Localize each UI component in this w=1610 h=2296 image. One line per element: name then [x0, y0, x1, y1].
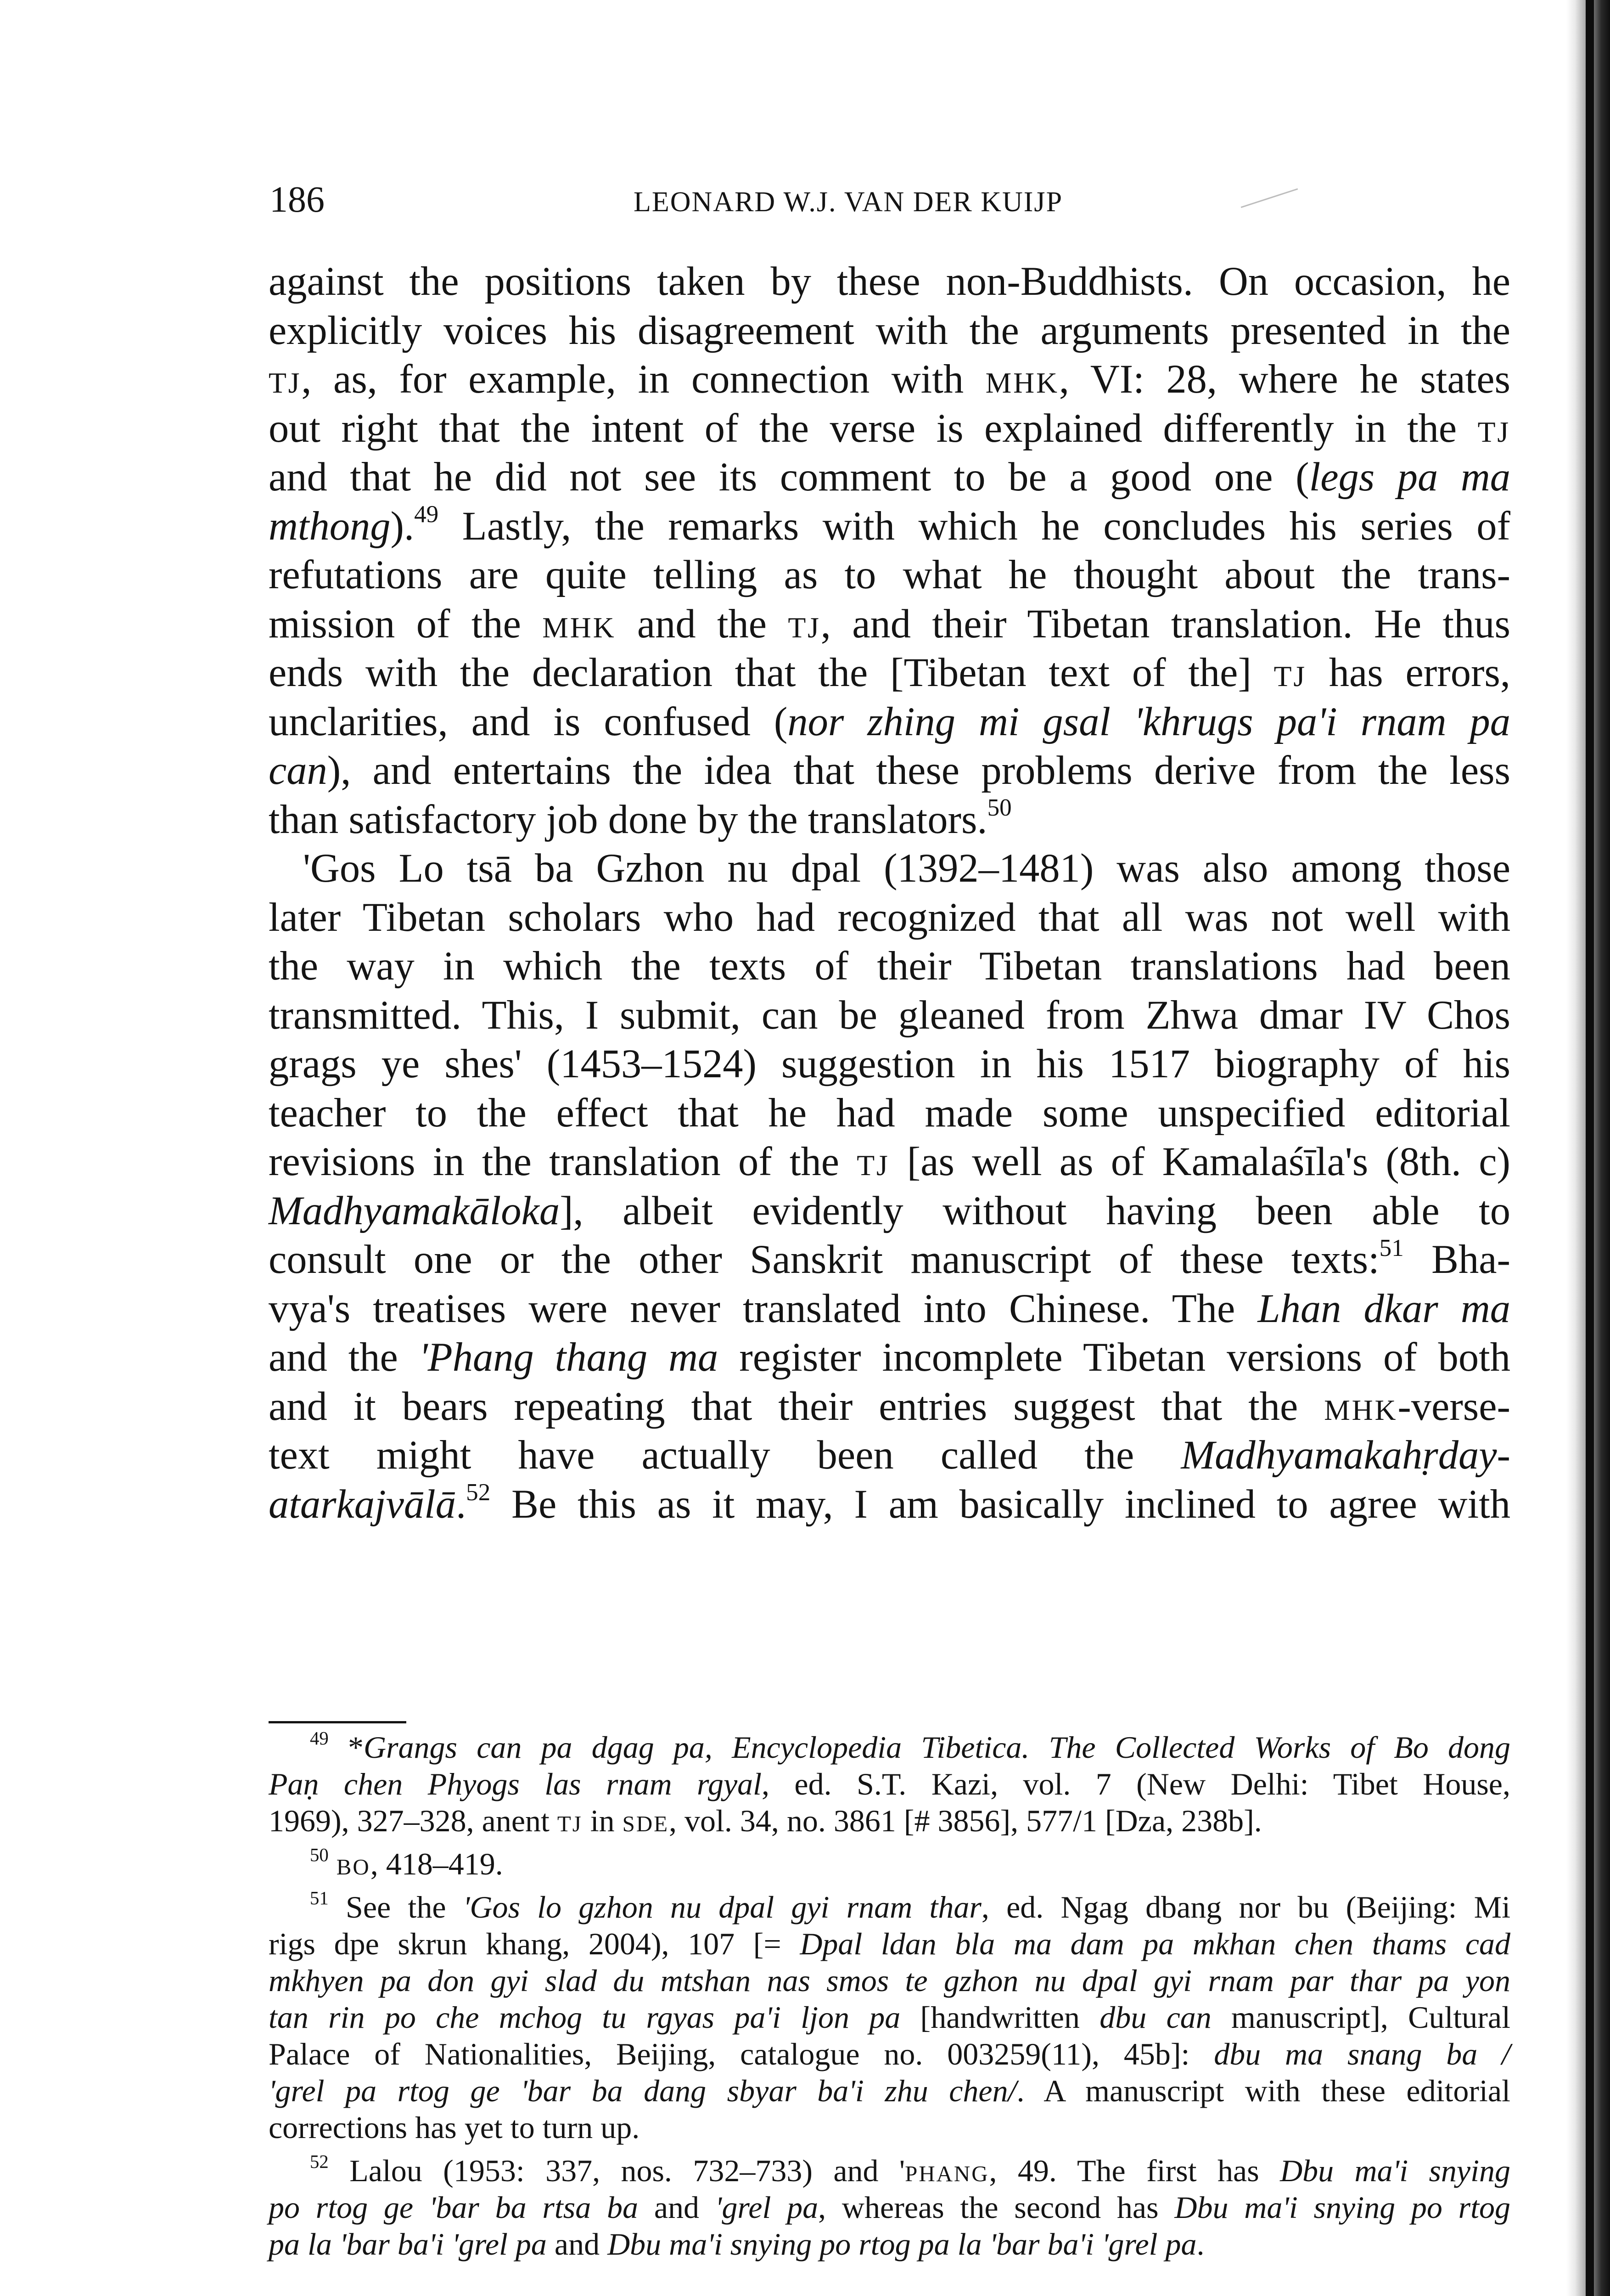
text-line: corrections has yet to turn up.	[269, 2110, 640, 2145]
text-line: mkhyen pa don gyi slad du mtshan nas smos te gzhon nu dpal gyi rnam par thar pa yon	[269, 1963, 1510, 1998]
text-line: and it bears repeating that their entries suggest that the MHK-verse-	[269, 1384, 1510, 1429]
text-line: revisions in the translation of the TJ [as well as of Kamalaśīla's (8th. c)	[269, 1139, 1510, 1184]
text-line: po rtog ge 'bar ba rtsa ba and 'grel pa, whereas the second has Dbu ma'i snying po rtog	[269, 2190, 1511, 2225]
text-line: mthong).$^{49}$ Lastly, the remarks with which he concludes his series of	[269, 501, 1510, 549]
text-line: later Tibetan scholars who had recognized that all was not well with	[269, 895, 1510, 940]
text-line: $^{49}$ *Grangs can pa dgag pa, Encyclopedia Tibetica. The Collected Works of Bo dong	[310, 1728, 1511, 1765]
text-line: $^{51}$ See the 'Gos lo gzhon nu dpal gyi rnam thar, ed. Ngag dbang nor bu (Beijing: Mi	[310, 1888, 1510, 1925]
footnote-ref-50: 50	[987, 794, 1012, 822]
text-line: and the 'Phang thang ma register incomplete Tibetan versions of both	[269, 1335, 1510, 1380]
text-line: the way in which the texts of their Tibetan translations had been	[269, 944, 1510, 989]
text-line: grags ye shes' (1453–1524) suggestion in his 1517 biography of his	[269, 1041, 1510, 1086]
text-line: atarkajvālā.$^{52}$ Be this as it may, I am basically inclined to agree with	[269, 1479, 1510, 1527]
text-line: Madhyamakāloka], albeit evidently without having been able to	[269, 1188, 1510, 1233]
text-line: $^{52}$ Lalou (1953: 337, nos. 732–733) and 'PHANG, 49. The first has Dbu ma'i snying	[310, 2151, 1511, 2188]
text-line: mission of the MHK and the TJ, and their Tibetan translation. He thus	[269, 601, 1510, 647]
footnote-49	[269, 1729, 1510, 1839]
text-line: 'grel pa rtog ge 'bar ba dang sbyar ba'i zhu chen/. A manuscript with these editorial	[269, 2073, 1510, 2108]
text-line: explicitly voices his disagreement with the arguments presented in the	[269, 308, 1510, 353]
text-line: 'Gos Lo tsā ba Gzhon nu dpal (1392–1481) was also among those	[303, 846, 1510, 891]
footnote-ref-51: 51	[1379, 1234, 1404, 1261]
main-text	[269, 257, 1510, 1529]
text-line: can), and entertains the idea that these problems derive from the less	[269, 748, 1510, 793]
text-line: pa la 'bar ba'i 'grel pa and Dbu ma'i snying po rtog pa la 'bar ba'i 'grel pa.	[269, 2227, 1205, 2262]
text-line: Palace of Nationalities, Beijing, catalogue no. 003259(11), 45b]: dbu ma snang ba /	[269, 2037, 1510, 2071]
footnote-divider	[269, 1721, 406, 1723]
footnote-52	[269, 2152, 1510, 2262]
text-line: teacher to the effect that he had made some unspecified editorial	[269, 1090, 1510, 1136]
page-header	[0, 177, 1610, 227]
binding-edge	[1586, 0, 1594, 2296]
footnote-ref-52: 52	[466, 1479, 491, 1506]
text-line: against the positions taken by these non-Buddhists. On occasion, he	[269, 259, 1510, 304]
text-line: out right that the intent of the verse is explained differently in the TJ	[269, 405, 1510, 451]
footnote-50	[269, 1846, 1510, 1882]
footnote-ref-49: 49	[414, 501, 439, 528]
text-line: unclarities, and is confused (nor zhing mi gsal 'khrugs pa'i rnam pa	[269, 699, 1510, 744]
text-line: text might have actually been called the Madhyamakahṛday-	[269, 1433, 1510, 1478]
text-line: than satisfactory job done by the translators.$^{50}$	[269, 794, 1012, 842]
text-line: tan rin po che mchog tu rgyas pa'i ljon pa [handwritten dbu can manuscript], Cultural	[269, 2000, 1511, 2035]
footnotes	[269, 1729, 1510, 2269]
text-line: and that he did not see its comment to be a good one (legs pa ma	[269, 455, 1510, 500]
running-head: LEONARD W.J. VAN DER KUIJP	[634, 186, 1063, 218]
text-line: rigs dpe skrun khang, 2004), 107 [= Dpal ldan bla ma dam pa mkhan chen thams cad	[269, 1926, 1511, 1961]
text-line: 1969), 327–328, anent TJ in SDE, vol. 34, no. 3861 [# 3856], 577/1 [Dza, 238b].	[269, 1803, 1262, 1838]
footnote-51	[269, 1889, 1510, 2146]
text-line: ends with the declaration that the [Tibetan text of the] TJ has errors,	[269, 650, 1510, 695]
text-line: Paṇ chen Phyogs las rnam rgyal, ed. S.T. Kazi, vol. 7 (New Delhi: Tibet House,	[269, 1767, 1510, 1801]
page-number: 186	[269, 180, 325, 220]
text-line: transmitted. This, I submit, can be gleaned from Zhwa dmar IV Chos	[269, 992, 1510, 1038]
text-line: $^{50}$ BO, 418–419.	[310, 1845, 503, 1881]
text-line: consult one or the other Sanskrit manuscript of these texts:$^{51}$ Bha-	[269, 1234, 1510, 1282]
text-line: vya's treatises were never translated into Chinese. The Lhan dkar ma	[269, 1286, 1510, 1331]
text-line: refutations are quite telling as to what he thought about the trans-	[269, 552, 1510, 597]
text-line: TJ, as, for example, in connection with MHK, VI: 28, where he states	[269, 357, 1510, 402]
